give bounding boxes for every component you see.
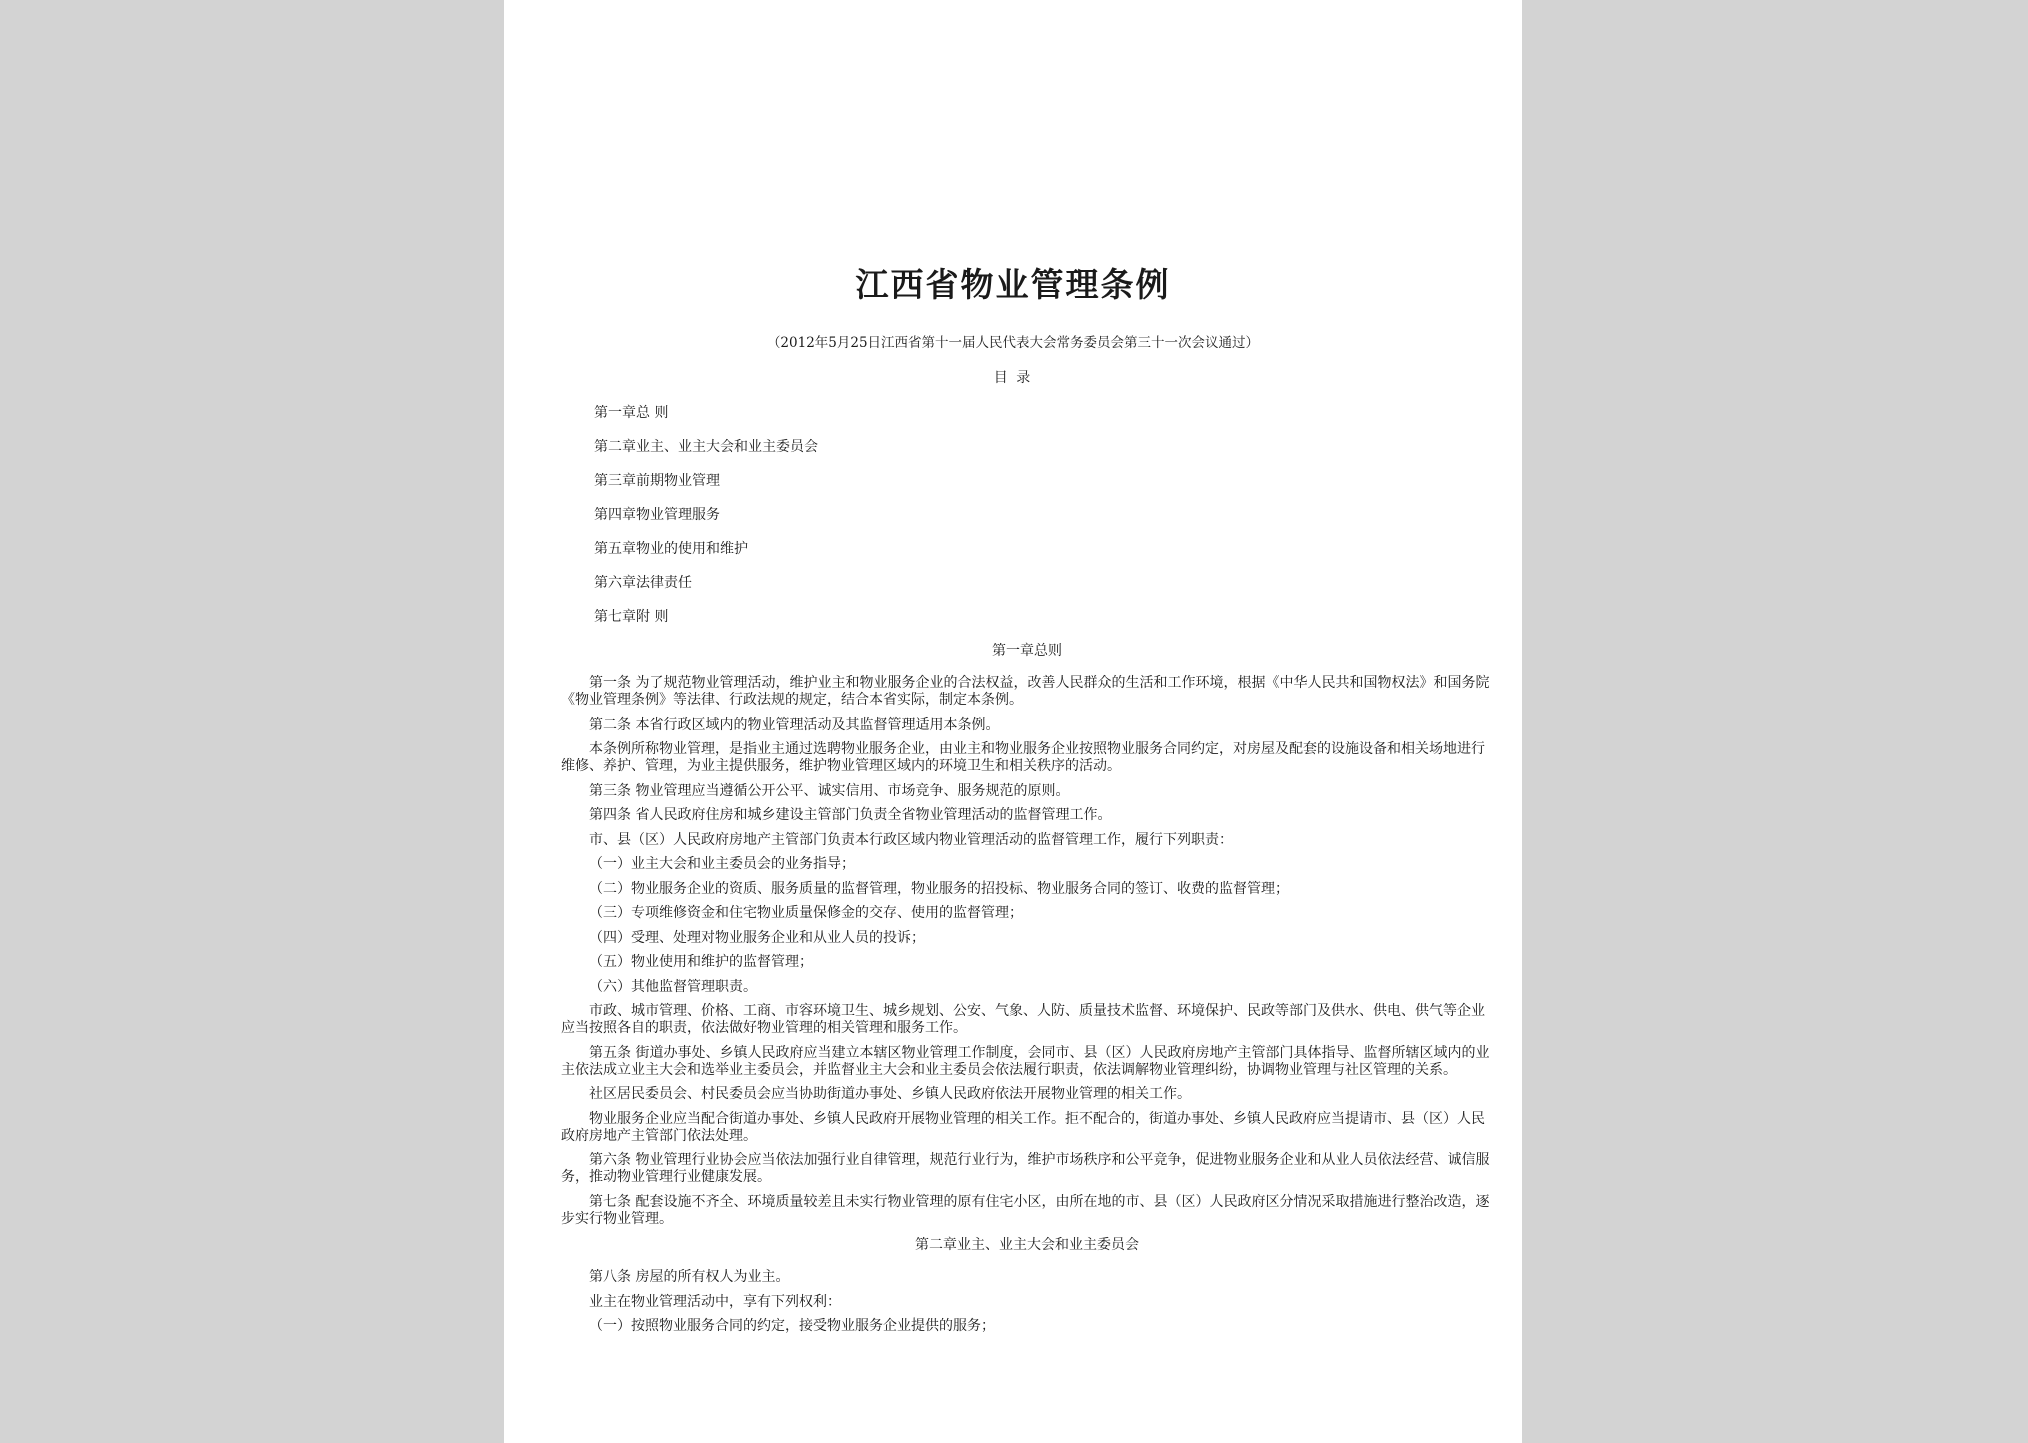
list-item: （二）物业服务企业的资质、服务质量的监督管理，物业服务的招投标、物业服务合同的签订、收费的监督管理； (589, 880, 1289, 897)
article-paragraph: 第七条 配套设施不齐全、环境质量较差且未实行物业管理的原有住宅小区，由所在地的市、县（区）人民政府区分情况采取措施进行整治改造，逐步实行物业管理。 (561, 1193, 1490, 1227)
article-paragraph: 市、县（区）人民政府房地产主管部门负责本行政区域内物业管理活动的监督管理工作，履行下列职责： (589, 831, 1233, 848)
chapter-heading: 第一章总则 (992, 643, 1062, 659)
table-of-contents (594, 403, 818, 641)
article-paragraph: 市政、城市管理、价格、工商、市容环境卫生、城乡规划、公安、气象、人防、质量技术监督、环境保护、民政等部门及供水、供电、供气等企业应当按照各自的职责，依法做好物业管理的相关管理和服务工作。 (561, 1003, 1485, 1036)
toc-item: 第二章业主、业主大会和业主委员会 (594, 439, 818, 455)
list-item: （一）业主大会和业主委员会的业务指导； (589, 856, 855, 872)
chapter-heading: 第二章业主、业主大会和业主委员会 (915, 1237, 1139, 1253)
article-paragraph: 第三条 物业管理应当遵循公开公平、诚实信用、市场竞争、服务规范的原则。 (589, 782, 1070, 799)
article-paragraph: 社区居民委员会、村民委员会应当协助街道办事处、乡镇人民政府依法开展物业管理的相关工作。 (589, 1086, 1191, 1102)
document-page (504, 0, 1522, 1443)
toc-item: 第四章物业管理服务 (594, 507, 720, 523)
article-paragraph: 第八条 房屋的所有权人为业主。 (589, 1269, 790, 1285)
article-paragraph: 第一条 为了规范物业管理活动，维护业主和物业服务企业的合法权益，改善人民群众的生活和工作环境，根据《中华人民共和国物权法》和国务院《物业管理条例》等法律、行政法规的规定，结合本省实际，制定本条例。 (561, 675, 1490, 708)
document-subtitle: （2012年5月25日江西省第十一届人民代表大会常务委员会第三十一次会议通过） (766, 335, 1260, 351)
article-paragraph: 物业服务企业应当配合街道办事处、乡镇人民政府开展物业管理的相关工作。拒不配合的，街道办事处、乡镇人民政府应当提请市、县（区）人民政府房地产主管部门依法处理。 (561, 1110, 1485, 1144)
list-item: （四）受理、处理对物业服务企业和从业人员的投诉； (589, 929, 925, 946)
list-item: （六）其他监督管理职责。 (589, 978, 757, 995)
document-body (561, 641, 1493, 1343)
list-item: （五）物业使用和维护的监督管理； (589, 954, 813, 970)
article-paragraph: 本条例所称物业管理，是指业主通过选聘物业服务企业，由业主和物业服务企业按照物业服务合同约定，对房屋及配套的设施设备和相关场地进行维修、养护、管理，为业主提供服务，维护物业管理区域内的环境卫生和相关秩序的活动。 (561, 741, 1485, 774)
toc-item: 第一章总 则 (594, 405, 669, 421)
article-paragraph: 第二条 本省行政区域内的物业管理活动及其监督管理适用本条例。 (589, 716, 1000, 733)
list-item: （一）按照物业服务合同的约定，接受物业服务企业提供的服务； (589, 1318, 995, 1334)
article-paragraph: 第五条 街道办事处、乡镇人民政府应当建立本辖区物业管理工作制度，会同市、县（区）人民政府房地产主管部门具体指导、监督所辖区域内的业主依法成立业主大会和选举业主委员会，并监督业主大会和业主委员会依法履行职责，依法调解物业管理纠纷，协调物业管理与社区管理的关系。 (561, 1044, 1490, 1078)
list-item: （三）专项维修资金和住宅物业质量保修金的交存、使用的监督管理； (589, 905, 1023, 921)
toc-heading: 目 录 (993, 370, 1033, 386)
article-paragraph: 第六条 物业管理行业协会应当依法加强行业自律管理，规范行业行为，维护市场秩序和公平竞争，促进物业服务企业和从业人员依法经营、诚信服务，推动物业管理行业健康发展。 (561, 1152, 1490, 1185)
article-paragraph: 业主在物业管理活动中，享有下列权利： (589, 1293, 841, 1310)
toc-item: 第六章法律责任 (594, 575, 692, 591)
article-paragraph: 第四条 省人民政府住房和城乡建设主管部门负责全省物业管理活动的监督管理工作。 (589, 807, 1112, 823)
toc-item: 第五章物业的使用和维护 (594, 541, 748, 557)
toc-item: 第三章前期物业管理 (594, 473, 720, 489)
document-title: 江西省物业管理条例 (855, 265, 1171, 304)
toc-item: 第七章附 则 (594, 609, 669, 625)
